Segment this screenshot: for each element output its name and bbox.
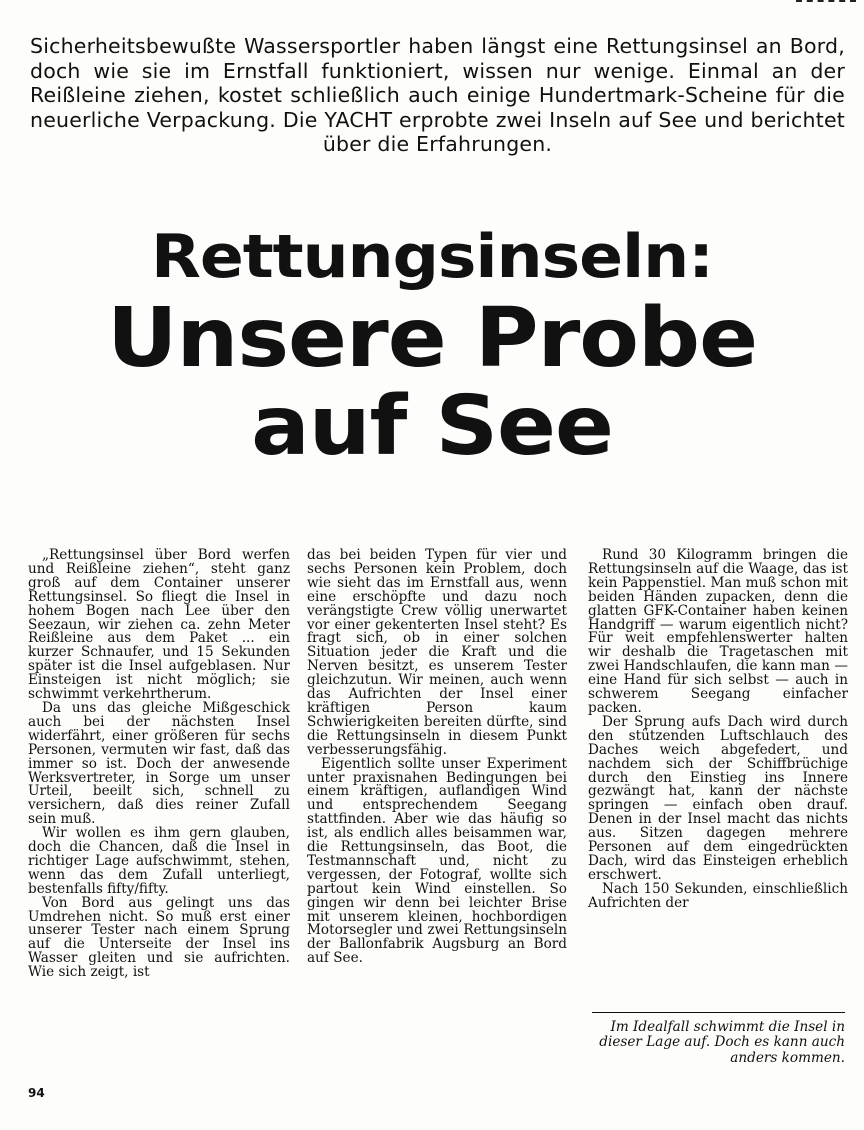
headline-line-3: auf See	[251, 379, 613, 474]
page-number: 94	[28, 1086, 45, 1100]
paragraph: Rund 30 Kilogramm bringen die Rettungsinseln auf die Waage, das ist kein Pappenstiel. Man muß schon mit beiden Händen zupacken, denn die glatten GFK-Container haben keinen Handgriff — warum eigentlich nicht? Für weit empfehlenswerter halten wir deshalb die Tragetaschen mit zwei Handschlaufen, die kann man — eine Hand für sich selbst — auch in schwerem Seegang einfacher packen.	[588, 547, 848, 716]
photo-caption: Im Idealfall schwimmt die Insel in dieser Lage auf. Doch es kann auch anders kommen.	[599, 1019, 845, 1066]
headline-line-2: Unsere Probe	[107, 291, 757, 386]
headline	[0, 222, 864, 474]
paragraph: Wir wollen es ihm gern glauben, doch die Chancen, daß die Insel in richtiger Lage aufschwimmt, stehen, wenn das dem Zufall unterliegt, bestenfalls fifty/fifty.	[28, 825, 290, 897]
paragraph: Von Bord aus gelingt uns das Umdrehen nicht. So muß erst einer unserer Tester nach einem Sprung auf die Unterseite der Insel ins Wasser gleiten und sie aufrichten. Wie sich zeigt, ist	[28, 894, 290, 981]
paragraph: „Rettungsinsel über Bord werfen und Reißleine ziehen“, steht ganz groß auf dem Container unserer Rettungsinsel. So fliegt die Insel in hohem Bogen nach Lee über den Seezaun, wir ziehen ca. zehn Meter Reißleine aus dem Paket ... ein kurzer Schnaufer, und 15 Sekunden später ist die Insel aufgeblasen. Nur Einsteigen ist nicht möglich; sie schwimmt verkehrtherum.	[28, 547, 290, 703]
article-column-2	[307, 549, 567, 966]
corner-mark	[796, 0, 856, 5]
caption-divider	[592, 1012, 845, 1013]
paragraph: Nach 150 Sekunden, einschließlich Aufrichten der	[588, 880, 848, 911]
paragraph: Da uns das gleiche Mißgeschick auch bei der nächsten Insel widerfährt, einer größeren für sechs Personen, vermuten wir fast, daß das immer so ist. Doch der anwesende Werksvertreter, in Sorge um unser Urteil, beeilt sich, schnell zu versichern, daß dies reiner Zufall sein muß.	[28, 699, 290, 828]
article-column-1	[28, 549, 290, 980]
paragraph: das bei beiden Typen für vier und sechs Personen kein Problem, doch wie sieht das im Ernstfall aus, wenn eine erschöpfte und dazu noch verängstigte Crew völlig unerwartet vor einer gekenterten Insel steht? Es fragt sich, ob in einer solchen Situation jeder die Kraft und die Nerven besitzt, es unserem Tester gleichzutun. Wir meinen, auch wenn das Aufrichten der Insel einer kräftigen Person kaum Schwierigkeiten bereiten dürfte, sind die Rettungsinseln in diesem Punkt verbesserungsfähig.	[307, 547, 567, 758]
headline-line-1: Rettungsinseln:	[151, 222, 713, 292]
paragraph: Eigentlich sollte unser Experiment unter praxisnahen Bedingungen bei einem kräftigen, auflandigen Wind und entsprechendem Seegang stattfinden. Aber wie das häufig so ist, als endlich alles beisammen war, die Rettungsinseln, das Boot, die Testmannschaft und, nicht zu vergessen, der Fotograf, wollte sich partout kein Wind einstellen. So gingen wir denn bei leichter Brise mit unserem kleinen, hochbordigen Motorsegler und zwei Rettungsinseln der Ballonfabrik Augsburg an Bord auf See.	[307, 755, 567, 967]
article-column-3	[588, 549, 848, 911]
intro-paragraph: Sicherheitsbewußte Wassersportler haben längst eine Rettungsinsel an Bord, doch wie sie im Ernstfall funktioniert, wissen nur wenige. Einmal an der Reißleine ziehen, kostet schließlich auch einige Hundertmark-Scheine für die neuerliche Verpackung. Die YACHT erprobte zwei Inseln auf See und berichtet über die Erfahrungen.	[30, 34, 845, 156]
paragraph: Der Sprung aufs Dach wird durch den stützenden Luftschlauch des Daches weich abgefedert, und nachdem sich der Schiffbrüchige durch den Einstieg ins Innere gezwängt hat, kann der nächste springen — einfach oben drauf. Denen in der Insel macht das nichts aus. Sitzen dagegen mehrere Personen auf dem eingedrückten Dach, wird das Einsteigen erheblich erschwert.	[588, 713, 848, 883]
